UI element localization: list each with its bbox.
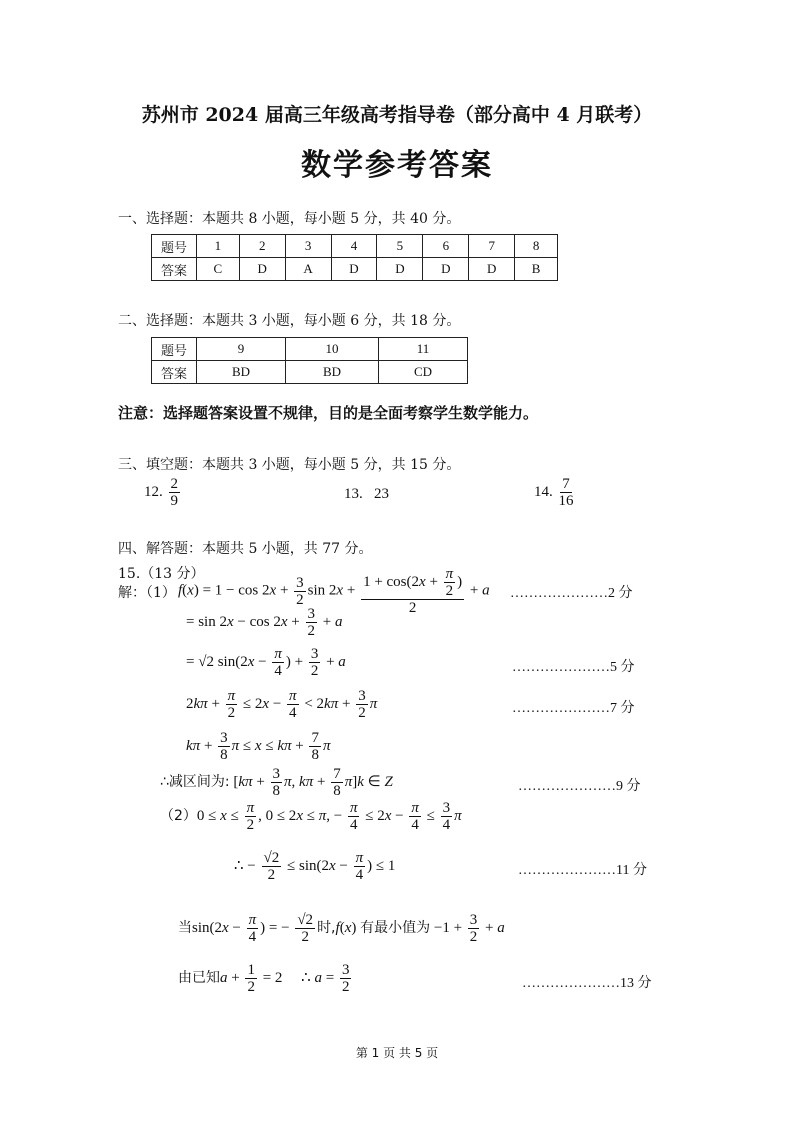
score-mark: …………………9 分: [518, 779, 641, 794]
formula-line-2: = sin 2x − cos 2x + $\frac{3}{2}$ + a: [186, 606, 343, 639]
table-cell: C: [197, 258, 240, 281]
table-cell: 8: [515, 235, 558, 258]
table-cell: 2: [239, 235, 285, 258]
formula-line-4: 2kπ + $\frac{\pi}{2}$ ≤ 2x − $\frac{\pi}{4}$ < 2kπ + $\frac{3}{2}$ π: [186, 688, 378, 721]
section1-heading: 一、选择题：本题共 8 小题，每小题 5 分，共 40 分。: [118, 211, 461, 227]
table-cell: 答案: [152, 361, 197, 384]
table-cell: 4: [331, 235, 377, 258]
section2-heading: 二、选择题：本题共 3 小题，每小题 6 分，共 18 分。: [118, 313, 461, 329]
fraction: [169, 476, 181, 509]
table-row: [152, 338, 468, 361]
score-mark: …………………7 分: [512, 701, 635, 716]
min-prefix: 当: [178, 919, 192, 936]
page-subtitle: 数学参考答案: [301, 148, 493, 183]
numerator: 7: [562, 476, 570, 492]
section2-answer-table: [151, 337, 468, 384]
table-cell: A: [285, 258, 331, 281]
table-row: [152, 258, 558, 281]
table-cell: 7: [469, 235, 515, 258]
section4-heading: 四、解答题：本题共 5 小题，共 77 分。: [118, 541, 373, 557]
fill-answer-12: [144, 476, 182, 509]
score-mark: …………………11 分: [518, 863, 647, 878]
score-mark: …………………5 分: [512, 660, 635, 675]
formula-line-1: f(x) = 1 − cos 2x + $\frac{3}{2}$ sin 2x + 1 + cos(2x + $\frac{\pi}{2}$ ) 2 + a: [178, 566, 490, 616]
table-cell: B: [515, 258, 558, 281]
numerator: 2: [170, 476, 178, 492]
fraction: [559, 476, 574, 509]
table-cell: D: [331, 258, 377, 281]
item-number: 13.: [344, 486, 363, 502]
fill-answer-14: [534, 476, 576, 509]
section3-heading: 三、填空题：本题共 3 小题，每小题 5 分，共 15 分。: [118, 457, 461, 473]
formula-line-3: = √2 sin(2x − $\frac{\pi}{4}$ ) + $\frac{3}{2}$ + a: [186, 646, 346, 679]
formula-line-6: ∴减区间为: [kπ + $\frac{3}{8}$ π, kπ + $\frac{7}{8}$ π]k ∈ Z: [160, 766, 393, 799]
page-footer: 第 1 页 共 5 页: [355, 1046, 439, 1060]
table-cell: BD: [197, 361, 286, 384]
table-cell: 10: [286, 338, 379, 361]
score-mark: …………………2 分: [510, 586, 633, 601]
table-cell: 题号: [152, 235, 197, 258]
section1-answer-table: [151, 234, 558, 281]
item-number: 14.: [534, 483, 553, 500]
table-cell: 11: [379, 338, 468, 361]
table-cell: BD: [286, 361, 379, 384]
table-row: [152, 235, 558, 258]
formula-line-5: kπ + $\frac{3}{8}$ π ≤ x ≤ kπ + $\frac{7}{8}$ π: [186, 730, 331, 763]
table-cell: 5: [377, 235, 423, 258]
table-cell: D: [377, 258, 423, 281]
formula-line-7: （2）0 ≤ x ≤ $\frac{\pi}{2}$ , 0 ≤ 2x ≤ π, − $\frac{\pi}{4}$ ≤ 2x − $\frac{\pi}{4}$ ≤ $\frac{3}{4}$ π: [160, 800, 462, 833]
table-row: [152, 361, 468, 384]
page-title: 苏州市 2024 届高三年级高考指导卷（部分高中 4 月联考）: [141, 104, 653, 126]
decreasing-label: ∴减区间为:: [160, 773, 230, 790]
table-cell: 3: [285, 235, 331, 258]
fill-answer-13: [344, 486, 389, 503]
table-cell: 答案: [152, 258, 197, 281]
note-text: 注意：选择题答案设置不规律，目的是全面考察学生数学能力。: [118, 404, 539, 422]
table-cell: 1: [197, 235, 240, 258]
table-cell: 6: [423, 235, 469, 258]
part2-label: （2）: [160, 807, 197, 824]
table-cell: 9: [197, 338, 286, 361]
min-mid: 时,: [317, 919, 336, 936]
score-mark: …………………13 分: [522, 976, 652, 991]
formula-line-10: 由已知a + $\frac{1}{2}$ = 2 ∴ a = $\frac{3}{2}$: [178, 962, 350, 995]
table-cell: 题号: [152, 338, 197, 361]
table-cell: CD: [379, 361, 468, 384]
solve-label: 解：（1）: [118, 585, 176, 601]
table-cell: D: [423, 258, 469, 281]
item-number: 12.: [144, 483, 163, 500]
question-15-label: 15.（13 分）: [118, 566, 205, 582]
table-cell: D: [239, 258, 285, 281]
denominator: 9: [170, 493, 178, 509]
table-cell: D: [469, 258, 515, 281]
formula-line-9: 当sin(2x − $\frac{\pi}{4}$ ) = − $\frac{√2}{2}$ 时,f(x) 有最小值为 −1 + $\frac{3}{2}$ + a: [178, 912, 505, 945]
known-label: 由已知: [178, 969, 220, 986]
item-value: 23: [374, 486, 389, 502]
denominator: 16: [558, 493, 574, 509]
min-has: 有最小值为: [360, 919, 431, 936]
formula-line-8: ∴ − $\frac{√2}{2}$ ≤ sin(2x − $\frac{\pi}{4}$ ) ≤ 1: [234, 850, 396, 883]
